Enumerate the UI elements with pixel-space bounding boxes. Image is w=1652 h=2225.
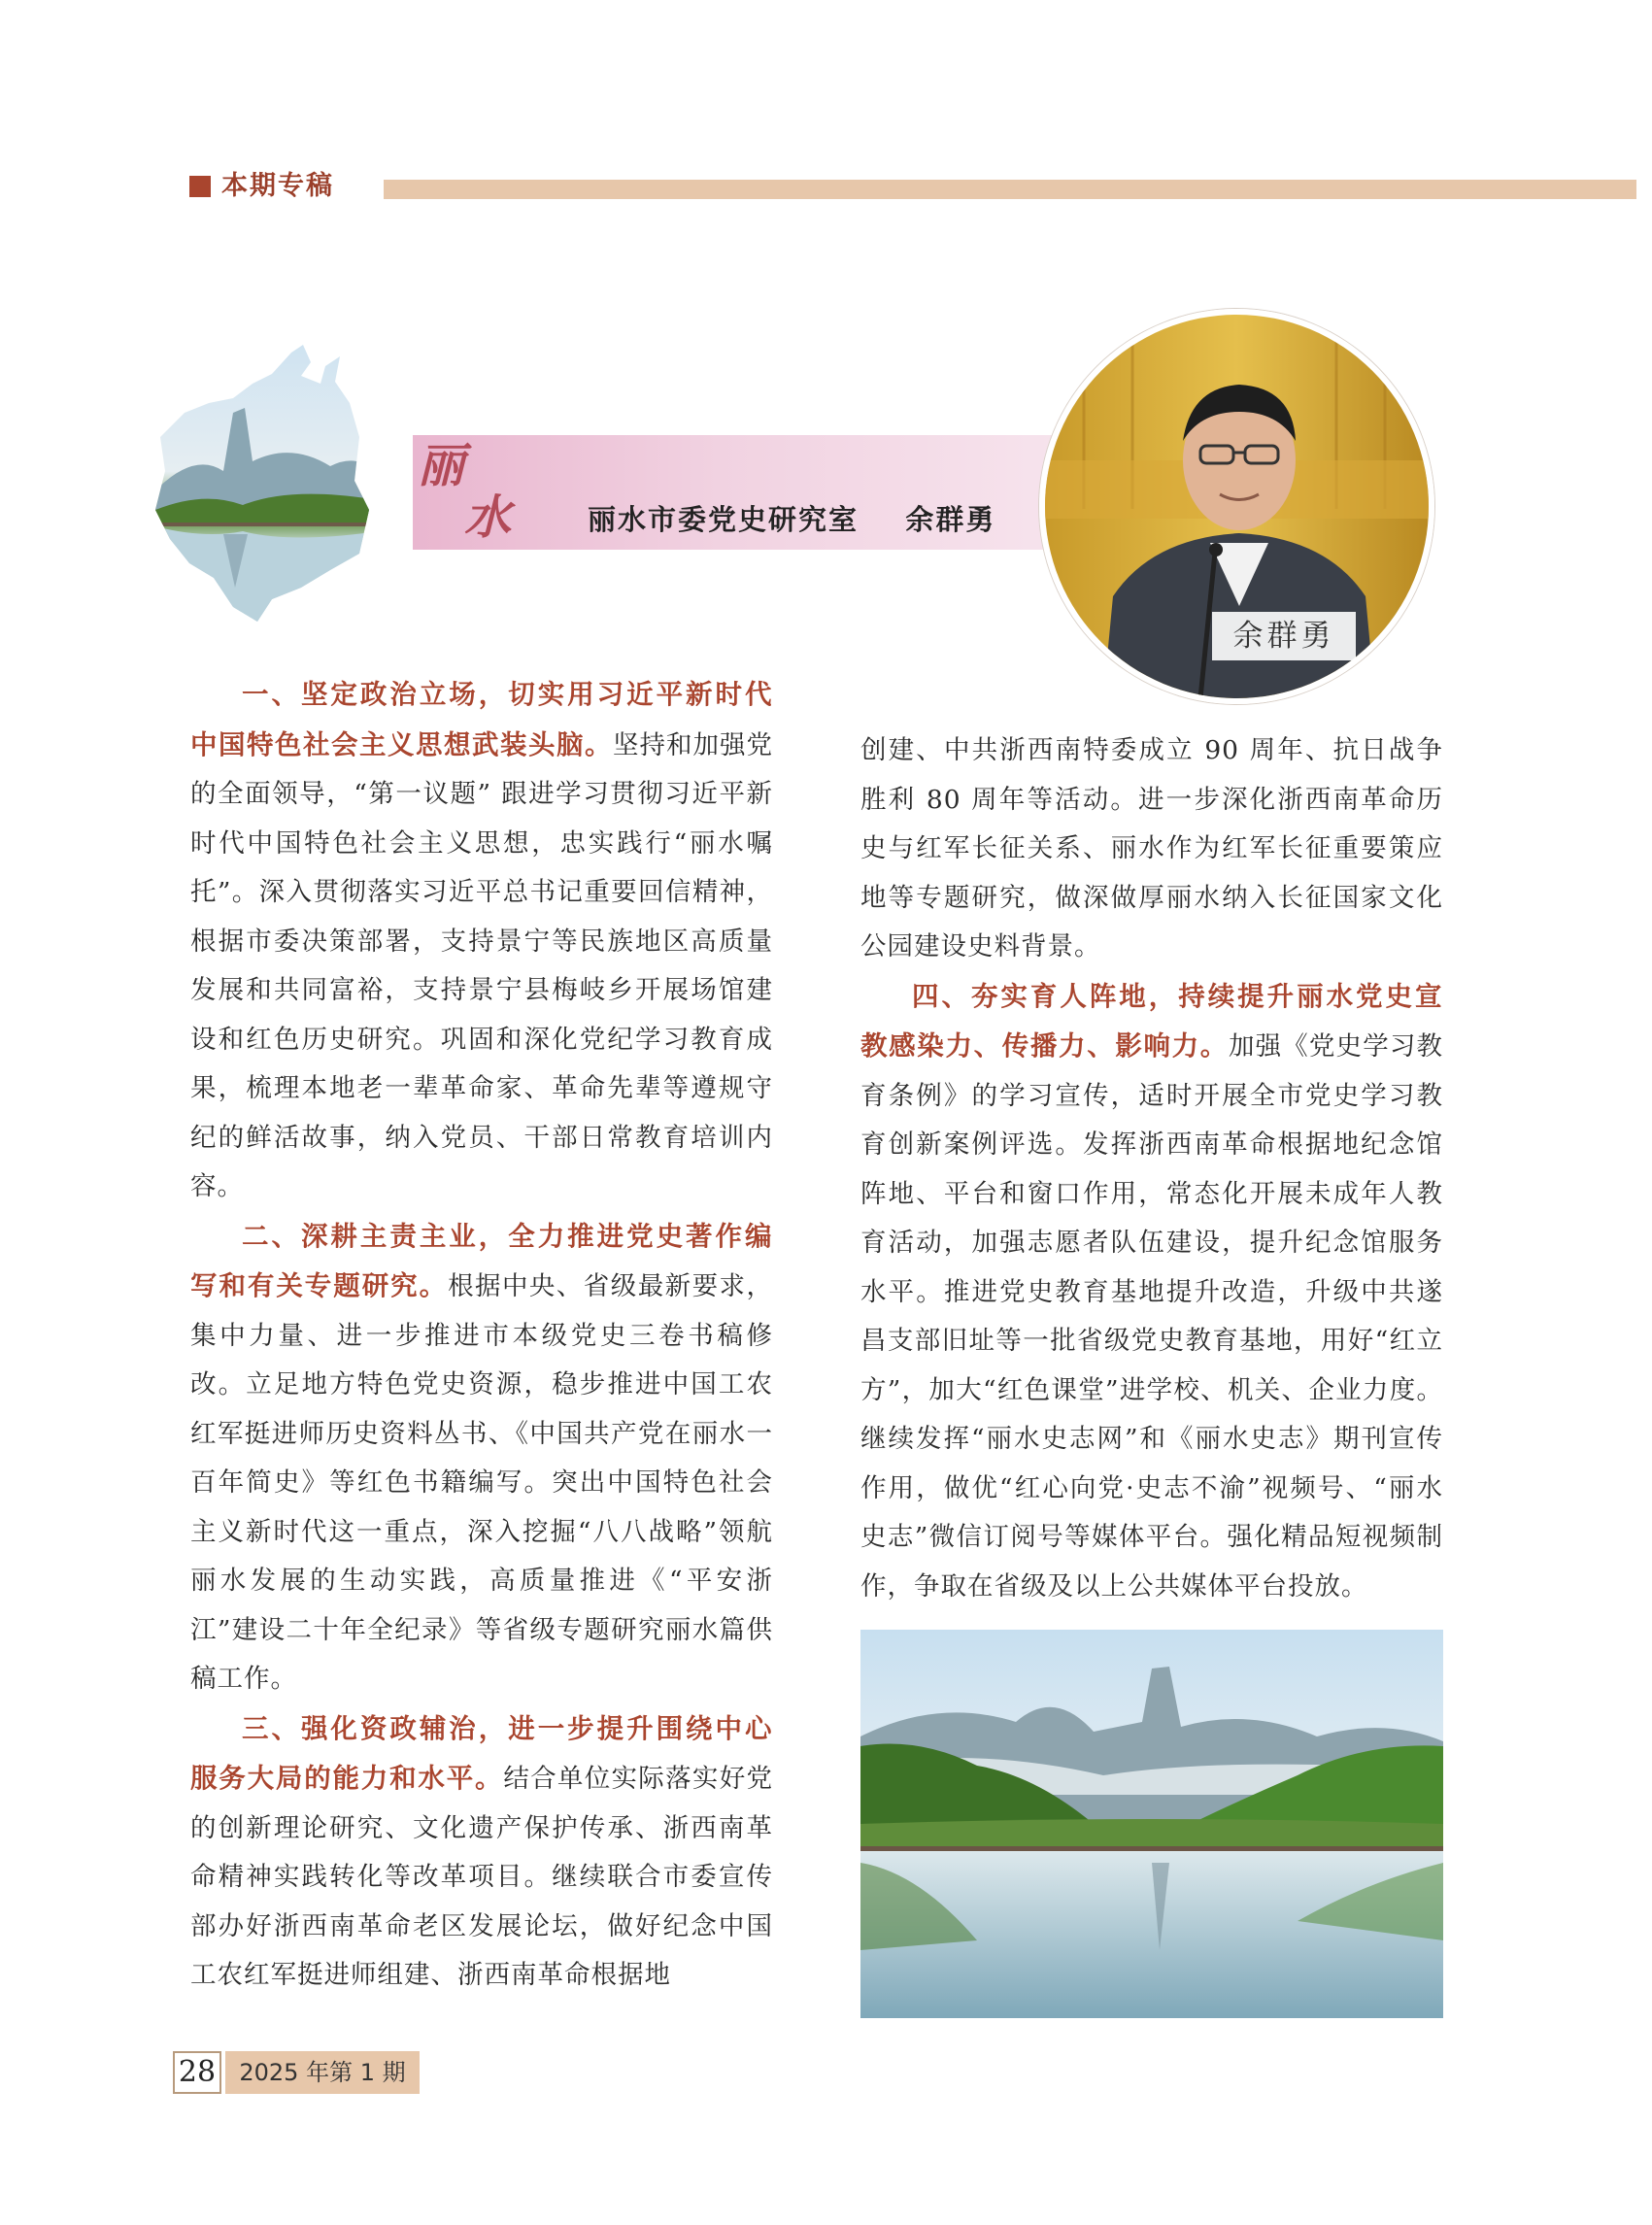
paragraph-1-heading: 一、坚定政治立场，切实用习近平新时代中国特色社会主义思想武装头脑。 <box>190 679 773 760</box>
lishui-map-landscape-image <box>155 345 427 626</box>
paragraph-3-continued: 创建、中共浙西南特委成立 90 周年、抗日战争胜利 80 周年等活动。进一步深化浙西南革命历史与红军长征关系、丽水作为红军长征重要策应地等专题研究，做深做厚丽水纳入长征国家文化公园建设史料背景。 <box>860 735 1443 961</box>
paragraph-1 <box>190 670 773 1212</box>
paragraph-3 <box>190 1704 773 2001</box>
paragraph-3-heading: 三、强化资政辅治，进一步提升围绕中心服务大局的能力和水平。 <box>190 1712 773 1794</box>
left-column <box>190 670 773 2001</box>
paragraph-4 <box>860 972 1443 1612</box>
section-label: 本期专稿 <box>221 171 334 201</box>
paragraph-4-heading: 四、夯实育人阵地，持续提升丽水党史宣教感染力、传播力、影响力。 <box>860 980 1443 1062</box>
header-rule <box>384 180 1636 199</box>
page-number: 28 <box>173 2051 221 2094</box>
issue-label: 2025 年第 1 期 <box>225 2051 420 2094</box>
paragraph-2-body: 根据中央、省级最新要求，集中力量、进一步推进市本级党史三卷书稿修改。立足地方特色党史资源，稳步推进中国工农红军挺进师历史资料丛书、《中国共产党在丽水一百年简史》等红色书籍编写。突出中国特色社会主义新时代这一重点，深入挖掘“八八战略”领航丽水发展的生动实践，高质量推进《“平安浙江”建设二十年全纪录》等省级专题研究丽水篇供稿工作。 <box>190 1271 774 1694</box>
author-line: 丽水市委党史研究室 余群勇 <box>588 503 996 536</box>
right-column <box>860 726 1443 1611</box>
banner-char-shui: 水 <box>464 490 512 545</box>
section-marker <box>189 176 211 197</box>
landscape-photo <box>860 1630 1443 2018</box>
paragraph-3-body: 结合单位实际落实好党的创新理论研究、文化遗产保护传承、浙西南革命精神实践转化等改革项目。继续联合市委宣传部办好浙西南革命老区发展论坛，做好纪念中国工农红军挺进师组建、浙西南革命根据地 <box>190 1764 774 1990</box>
paragraph-2-heading: 二、深耕主责主业，全力推进党史著作编写和有关专题研究。 <box>190 1220 773 1301</box>
paragraph-2 <box>190 1212 773 1704</box>
paragraph-4-body: 加强《党史学习教育条例》的学习宣传，适时开展全市党史学习教育创新案例评选。发挥浙西南革命根据地纪念馆阵地、平台和窗口作用，常态化开展未成年人教育活动，加强志愿者队伍建设，提升纪念馆服务水平。推进党史教育基地提升改造，升级中共遂昌支部旧址等一批省级党史教育基地，用好“红立方”，加大“红色课堂”进学校、机关、企业力度。继续发挥“丽水史志网”和《丽水史志》期刊宣传作用，做优“红心向党·史志不渝”视频号、“丽水史志”微信订阅号等媒体平台。强化精品短视频制作，争取在省级及以上公共媒体平台投放。 <box>860 1031 1444 1601</box>
paragraph-1-body: 坚持和加强党的全面领导，“第一议题” 跟进学习贯彻习近平新时代中国特色社会主义思想，忠实践行“丽水嘱托”。深入贯彻落实习近平总书记重要回信精神，根据市委决策部署，支持景宁等民族地区高质量发展和共同富裕，支持景宁县梅岐乡开展场馆建设和红色历史研究。巩固和深化党纪学习教育成果，梳理本地老一辈革命家、革命先辈等遵规守纪的鲜活故事，纳入党员、干部日常教育培训内容。 <box>190 729 773 1201</box>
portrait-caption: 余群勇 <box>1212 612 1356 660</box>
banner-char-li: 丽 <box>418 439 465 493</box>
